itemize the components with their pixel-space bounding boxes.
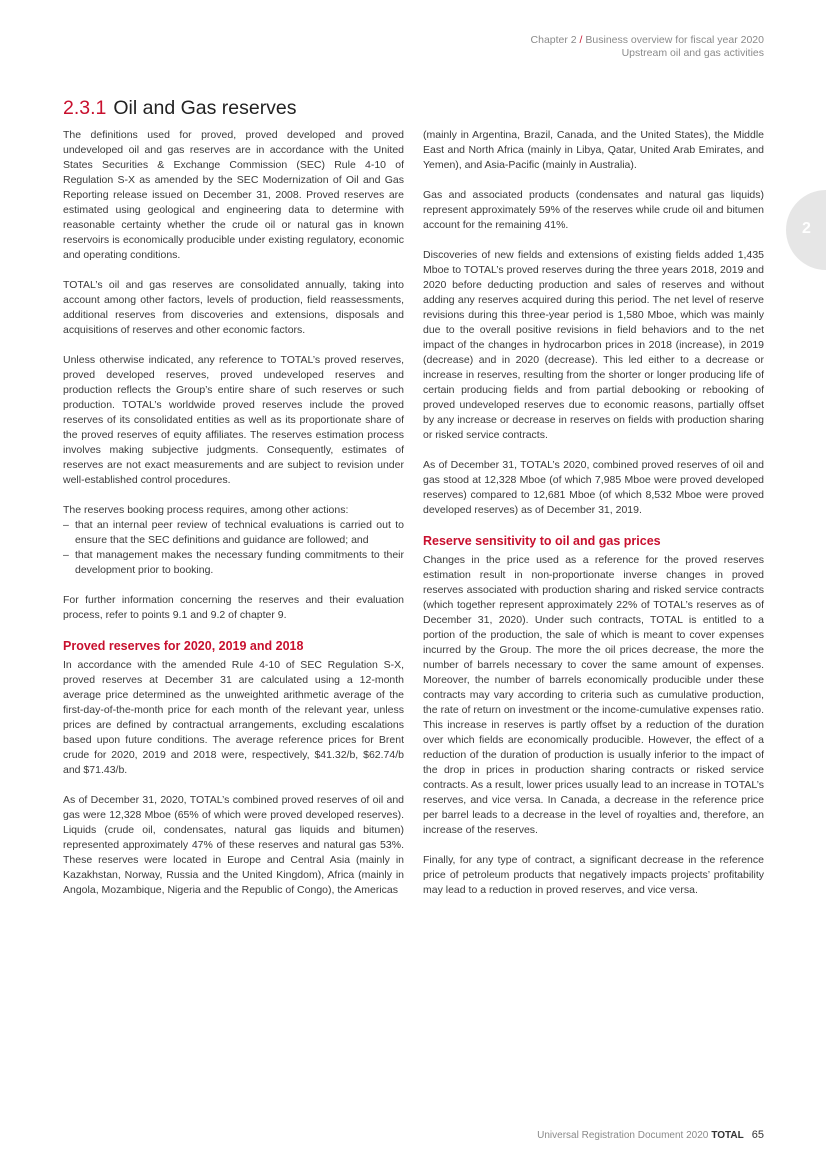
right-column bbox=[423, 128, 764, 913]
list-item-text: that an internal peer review of technical evaluations is carried out to ensure that the SEC definitions and guidance are followed; and bbox=[75, 519, 404, 546]
section-title-text: Oil and Gas reserves bbox=[113, 97, 297, 119]
paragraph: As of December 31, TOTAL’s 2020, combined proved reserves of oil and gas stood at 12,328 Mboe (of which 7,985 Mboe were proved developed reserves) compared to 12,681 Mboe (of which 8,532 Mboe were proved developed reserves) as of December 31, 2019. bbox=[423, 459, 764, 516]
paragraph: Gas and associated products (condensates and natural gas liquids) represent approximately 59% of the reserves while crude oil and bitumen account for the remaining 41%. bbox=[423, 189, 764, 231]
footer-brand: TOTAL bbox=[711, 1130, 744, 1141]
paragraph: The definitions used for proved, proved developed and proved undeveloped oil and gas reserves are in accordance with the United States Securities & Exchange Commission (SEC) Rule 4-10 of Regulation S-X as amended by the SEC Modernization of Oil and Gas Reporting release issued on December 31, 2008. Proved reserves are estimated using geological and engineering data to determine with reasonable certainty whether the crude oil or natural gas in known reservoirs is economically producible under existing regulatory, economic and operating conditions. bbox=[63, 129, 404, 261]
footer-document-title: Universal Registration Document 2020 bbox=[537, 1130, 709, 1141]
list-item bbox=[63, 548, 404, 578]
list-item-text: that management makes the necessary funding commitments to their development prior to booking. bbox=[75, 549, 404, 576]
header-line-1 bbox=[531, 34, 764, 47]
paragraph: As of December 31, 2020, TOTAL’s combined proved reserves of oil and gas were 12,328 Mboe (65% of which were proved developed reserves). Liquids (crude oil, condensates, natural gas liquids and bitumen) represented approximately 47% of these reserves and natural gas 53%. These reserves were located in Europe and Central Asia (mainly in Kazakhstan, Norway, Russia and the United Kingdom), Africa (mainly in Angola, Mozambique, Nigeria and the Republic of Congo), the Americas bbox=[63, 794, 404, 896]
chapter-tab bbox=[786, 190, 826, 270]
paragraph: (mainly in Argentina, Brazil, Canada, and the United States), the Middle East and North Africa (mainly in Libya, Qatar, United Arab Emirates, and Yemen), and Asia-Pacific (mainly in Australia). bbox=[423, 129, 764, 171]
paragraph: Discoveries of new fields and extensions of existing fields added 1,435 Mboe to TOTAL’s proved reserves during the three years 2018, 2019 and 2020 before deducting production and sales of reserves and without adding any reserves acquired during this period. The net level of reserve revisions during this three-year period is 1,580 Mboe, which was mainly due to the overall positive revisions in field behaviors and to the net impact of the changes in hydrocarbon prices in 2018 (increase), in 2019 (decrease) and in 2020 (decrease). This led either to a decrease or increase in reserves, resulting from the shorter or longer producing life of certain producing fields and from partial debooking or rebooking of proved undeveloped reserves due to economic reasons, partially offset by any increase or decrease in reserves on fields with production sharing or risked service contracts. bbox=[423, 249, 764, 441]
dash-bullet-icon: – bbox=[63, 549, 69, 561]
left-column bbox=[63, 128, 404, 913]
paragraph: TOTAL’s oil and gas reserves are consolidated annually, taking into account among other factors, levels of production, field reassessments, additional reserves from discoveries and extensions, disposals and acquisitions of reserves and other economic factors. bbox=[63, 279, 404, 336]
paragraph: For further information concerning the reserves and their evaluation process, refer to points 9.1 and 9.2 of chapter 9. bbox=[63, 594, 404, 621]
paragraph: Changes in the price used as a reference for the proved reserves estimation result in non-proportionate inverse changes in proved reserves associated with production sharing and risked service contracts (which together represent approximately 22% of TOTAL’s reserves as of December 31, 2020). Under such contracts, TOTAL is entitled to a portion of the production, the sale of which is meant to cover expenses incurred by the Group. The more the oil prices decrease, the more the number of barrels necessary to cover the same amount of expenses. Moreover, the number of barrels economically producible under these contracts may vary according to criteria such as cumulative production, the rate of return on investment or the income-cumulative expenses ratio. This increase in reserves is partly offset by a reduction of the duration over which fields are economically producible. However, the effect of a reduction of the duration of production is usually inferior to the impact of the drop in prices in production sharing contracts or risked service contracts. As a result, lower prices usually lead to an increase in TOTAL’s reserves, and vice versa. In Canada, a decrease in the reference price per barrel leads to a decrease in the level of royalties and, therefore, an increase of the reserves. bbox=[423, 554, 764, 836]
header-subsection: Upstream oil and gas activities bbox=[621, 47, 764, 59]
page-number: 65 bbox=[751, 1129, 764, 1141]
heading-proved-reserves: Proved reserves for 2020, 2019 and 2018 bbox=[63, 639, 304, 653]
paragraph: Unless otherwise indicated, any reference to TOTAL’s proved reserves, proved developed reserves, proved undeveloped reserves and production reflects the Group’s entire share of such reserves or such production. TOTAL’s worldwide proved reserves include the proved reserves of its consolidated entities as well as its proportionate share of the proved reserves of equity affiliates. The reserves estimation process involves making subjective judgments. Consequently, estimates of reserves are not exact measurements and are subject to revision under well-established control procedures. bbox=[63, 354, 404, 486]
list-item bbox=[63, 518, 404, 548]
chapter-tab-number: 2 bbox=[802, 220, 811, 237]
page-header bbox=[531, 34, 764, 60]
section-number: 2.3.1 bbox=[63, 97, 107, 119]
header-separator: / bbox=[576, 34, 586, 46]
page-footer bbox=[537, 1129, 764, 1141]
paragraph: In accordance with the amended Rule 4-10 of SEC Regulation S-X, proved reserves at December 31 are calculated using a 12-month average price determined as the unweighted arithmetic average of the first-day-of-the-month price for each month of the relevant year, unless prices are defined by contractual arrangements, excluding escalations based upon future conditions. The average reference prices for Brent crude for 2020, 2019 and 2018 were, respectively, $41.32/b, $62.74/b and $71.43/b. bbox=[63, 659, 404, 776]
heading-reserve-sensitivity: Reserve sensitivity to oil and gas prices bbox=[423, 534, 661, 548]
header-section: Business overview for fiscal year 2020 bbox=[585, 34, 764, 46]
paragraph: The reserves booking process requires, among other actions: bbox=[63, 504, 349, 516]
booking-requirements-list bbox=[63, 518, 404, 578]
dash-bullet-icon: – bbox=[63, 519, 69, 531]
section-title bbox=[63, 97, 297, 120]
header-chapter: Chapter 2 bbox=[530, 34, 577, 46]
paragraph: Finally, for any type of contract, a significant decrease in the reference price of petroleum products that negatively impacts projects’ profitability may lead to a reduction in proved reserves, and vice versa. bbox=[423, 854, 764, 896]
